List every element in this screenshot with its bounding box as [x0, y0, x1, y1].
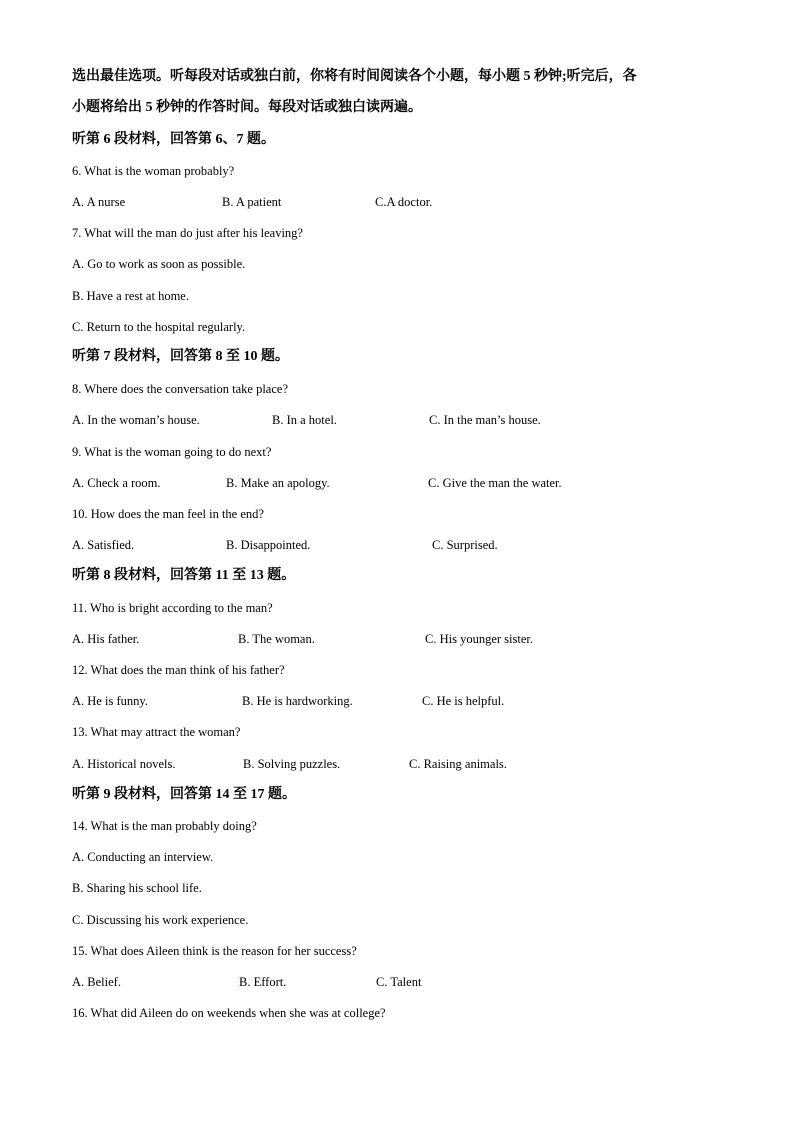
q15-option-b: B. Effort. — [239, 975, 287, 989]
q10-option-c: C. Surprised. — [432, 538, 498, 552]
q13-option-b: B. Solving puzzles. — [243, 757, 341, 771]
question-9: 9. What is the woman going to do next? — [72, 445, 272, 459]
question-14: 14. What is the man probably doing? — [72, 819, 257, 833]
q8-option-b: B. In a hotel. — [272, 413, 337, 427]
question-7: 7. What will the man do just after his leaving? — [72, 226, 303, 240]
q6-option-c: C.A doctor. — [375, 195, 433, 209]
q10-option-a: A. Satisfied. — [72, 538, 135, 552]
q10-option-b: B. Disappointed. — [226, 538, 311, 552]
q7-option-a: A. Go to work as soon as possible. — [72, 257, 246, 271]
q15-option-c: C. Talent — [376, 975, 422, 989]
q7-option-c: C. Return to the hospital regularly. — [72, 320, 246, 334]
question-8: 8. Where does the conversation take place? — [72, 382, 288, 396]
question-15: 15. What does Aileen think is the reason for her success? — [72, 944, 357, 958]
q8-option-c: C. In the man’s house. — [429, 413, 541, 427]
q11-option-c: C. His younger sister. — [425, 632, 533, 646]
q13-option-a: A. Historical novels. — [72, 757, 176, 771]
q9-option-a: A. Check a room. — [72, 476, 161, 490]
q11-option-a: A. His father. — [72, 632, 140, 646]
q14-option-b: B. Sharing his school life. — [72, 881, 202, 895]
section-heading-9: 听第 9 段材料，回答第 14 至 17 题。 — [72, 787, 296, 802]
question-6: 6. What is the woman probably? — [72, 164, 235, 178]
q14-option-c: C. Discussing his work experience. — [72, 913, 249, 927]
intro-line-2: 小题将给出 5 秒钟的作答时间。每段对话或独白读两遍。 — [72, 100, 422, 115]
question-13: 13. What may attract the woman? — [72, 725, 241, 739]
q6-option-a: A. A nurse — [72, 195, 126, 209]
q12-option-c: C. He is helpful. — [422, 694, 505, 708]
question-11: 11. Who is bright according to the man? — [72, 601, 273, 615]
q12-option-a: A. He is funny. — [72, 694, 148, 708]
question-10: 10. How does the man feel in the end? — [72, 507, 264, 521]
q9-option-b: B. Make an apology. — [226, 476, 330, 490]
q6-option-b: B. A patient — [222, 195, 282, 209]
section-heading-6: 听第 6 段材料，回答第 6、7 题。 — [72, 132, 275, 147]
q13-option-c: C. Raising animals. — [409, 757, 507, 771]
section-heading-8: 听第 8 段材料，回答第 11 至 13 题。 — [72, 568, 296, 583]
q9-option-c: C. Give the man the water. — [428, 476, 562, 490]
section-heading-7: 听第 7 段材料，回答第 8 至 10 题。 — [72, 349, 289, 364]
q14-option-a: A. Conducting an interview. — [72, 850, 214, 864]
q11-option-b: B. The woman. — [238, 632, 315, 646]
intro-line-1: 选出最佳选项。听每段对话或独白前，你将有时间阅读各个小题，每小题 5 秒钟;听完后，各 — [72, 69, 637, 84]
question-12: 12. What does the man think of his father? — [72, 663, 285, 677]
q12-option-b: B. He is hardworking. — [242, 694, 353, 708]
question-16: 16. What did Aileen do on weekends when she was at college? — [72, 1006, 386, 1020]
q7-option-b: B. Have a rest at home. — [72, 289, 189, 303]
q15-option-a: A. Belief. — [72, 975, 121, 989]
q8-option-a: A. In the woman’s house. — [72, 413, 200, 427]
